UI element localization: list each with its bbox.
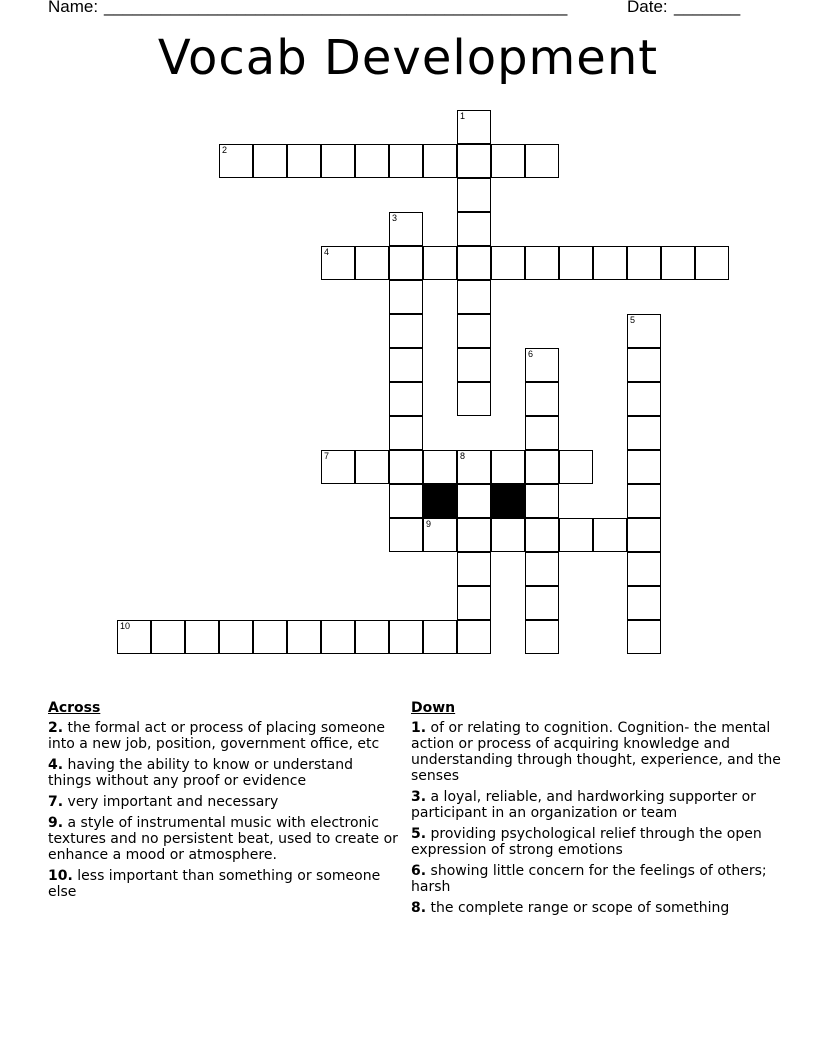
grid-cell[interactable] (559, 518, 593, 552)
grid-cell[interactable] (151, 620, 185, 654)
grid-cell[interactable] (321, 450, 355, 484)
grid-cell[interactable] (389, 212, 423, 246)
grid-cell[interactable] (423, 246, 457, 280)
clue-number: 10 (120, 621, 131, 631)
grid-cell[interactable] (627, 246, 661, 280)
grid-cell[interactable] (219, 620, 253, 654)
grid-cell[interactable] (423, 620, 457, 654)
grid-cell-blocked (423, 484, 457, 518)
grid-cell[interactable] (355, 450, 389, 484)
page-title: Vocab Development (157, 30, 659, 86)
grid-cell[interactable] (117, 620, 151, 654)
grid-cell[interactable] (389, 518, 423, 552)
grid-cell[interactable] (355, 620, 389, 654)
grid-cell[interactable] (627, 586, 661, 620)
grid-cell[interactable] (457, 552, 491, 586)
grid-cell[interactable] (389, 314, 423, 348)
grid-cell[interactable] (457, 280, 491, 314)
grid-cell[interactable] (627, 416, 661, 450)
grid-cell[interactable] (389, 382, 423, 416)
grid-cell[interactable] (219, 144, 253, 178)
grid-cell[interactable] (389, 620, 423, 654)
grid-cell[interactable] (627, 484, 661, 518)
clue-down-5: 5. providing psychological relief through the open expression of strong emotions (411, 826, 762, 858)
clue-down-3: 3. a loyal, reliable, and hardworking supporter or participant in an organization or team (411, 789, 756, 821)
grid-cell[interactable] (525, 552, 559, 586)
grid-cell[interactable] (627, 518, 661, 552)
grid-cell[interactable] (559, 246, 593, 280)
grid-cell[interactable] (525, 416, 559, 450)
grid-cell[interactable] (423, 518, 457, 552)
clue-number: 2 (222, 145, 228, 155)
down-heading: Down (411, 700, 456, 716)
grid-cell[interactable] (321, 620, 355, 654)
grid-cell[interactable] (627, 620, 661, 654)
date-label: Date: (627, 0, 668, 16)
grid-cell[interactable] (525, 484, 559, 518)
clue-number: 6 (528, 349, 534, 359)
clue-across-9: 9. a style of instrumental music with electronic textures and no persistent beat, used to create or enhance a mood or atmosphere. (48, 815, 398, 863)
clue-across-4: 4. having the ability to know or understand things without any proof or evidence (48, 757, 353, 789)
down-clues (411, 700, 781, 921)
name-field[interactable]: _________________________________________________ (104, 0, 568, 16)
clue-down-6: 6. showing little concern for the feelings of others; harsh (411, 863, 767, 895)
grid-cell[interactable] (661, 246, 695, 280)
grid-cell[interactable] (423, 450, 457, 484)
grid-cell[interactable] (525, 450, 559, 484)
grid-cell[interactable] (525, 620, 559, 654)
grid-cell[interactable] (627, 552, 661, 586)
grid-cell[interactable] (525, 144, 559, 178)
clue-number: 5 (630, 315, 636, 325)
grid-cell[interactable] (457, 518, 491, 552)
clue-across-7: 7. very important and necessary (48, 794, 279, 810)
grid-cell[interactable] (457, 484, 491, 518)
grid-cell[interactable] (457, 246, 491, 280)
across-clues (48, 700, 398, 905)
grid-cell[interactable] (389, 144, 423, 178)
grid-cell[interactable] (491, 450, 525, 484)
clue-number: 8 (460, 451, 466, 461)
grid-cell[interactable] (355, 144, 389, 178)
grid-cell[interactable] (287, 620, 321, 654)
grid-cell[interactable] (389, 450, 423, 484)
grid-cell-blocked (491, 484, 525, 518)
grid-cell[interactable] (389, 348, 423, 382)
grid-cell[interactable] (321, 144, 355, 178)
grid-cell[interactable] (355, 246, 389, 280)
grid-cell[interactable] (389, 280, 423, 314)
grid-cell[interactable] (559, 450, 593, 484)
grid-cell[interactable] (321, 246, 355, 280)
clue-number: 7 (324, 451, 330, 461)
grid-cell[interactable] (627, 348, 661, 382)
grid-cell[interactable] (695, 246, 729, 280)
grid-cell[interactable] (491, 144, 525, 178)
grid-cell[interactable] (457, 450, 491, 484)
grid-cell[interactable] (525, 382, 559, 416)
grid-cell[interactable] (457, 144, 491, 178)
grid-cell[interactable] (253, 144, 287, 178)
grid-cell[interactable] (389, 246, 423, 280)
across-heading: Across (48, 700, 101, 716)
name-label: Name: (48, 0, 99, 16)
grid-cell[interactable] (593, 518, 627, 552)
grid-cell[interactable] (627, 314, 661, 348)
grid-cell[interactable] (457, 620, 491, 654)
grid-cell[interactable] (457, 178, 491, 212)
grid-cell[interactable] (457, 314, 491, 348)
grid-cell[interactable] (287, 144, 321, 178)
grid-cell[interactable] (491, 246, 525, 280)
grid-cell[interactable] (185, 620, 219, 654)
clue-number: 4 (324, 247, 330, 257)
clue-down-8: 8. the complete range or scope of something (411, 900, 730, 916)
grid-cell[interactable] (525, 246, 559, 280)
grid-cell[interactable] (525, 586, 559, 620)
grid-cell[interactable] (389, 484, 423, 518)
grid-cell[interactable] (253, 620, 287, 654)
grid-cell[interactable] (627, 382, 661, 416)
clue-across-2: 2. the formal act or process of placing someone into a new job, position, government office, etc (48, 720, 386, 752)
grid-cell[interactable] (457, 348, 491, 382)
grid-cell[interactable] (423, 144, 457, 178)
grid-cell[interactable] (525, 348, 559, 382)
grid-cell[interactable] (389, 416, 423, 450)
grid-cell[interactable] (457, 382, 491, 416)
grid-cell[interactable] (525, 518, 559, 552)
clue-down-1: 1. of or relating to cognition. Cognition- the mental action or process of acquiring knowledge and understanding through thought, experience, and the senses (411, 720, 781, 784)
clue-number: 9 (426, 519, 432, 529)
grid-cell[interactable] (457, 110, 491, 144)
grid-cell[interactable] (457, 212, 491, 246)
date-field[interactable]: _______ (674, 0, 741, 16)
clue-across-10: 10. less important than something or someone else (48, 868, 381, 900)
grid-cell[interactable] (457, 586, 491, 620)
grid-cell[interactable] (491, 518, 525, 552)
clue-number: 1 (460, 111, 466, 121)
grid-cell[interactable] (627, 450, 661, 484)
clue-number: 3 (392, 213, 398, 223)
grid-cell[interactable] (593, 246, 627, 280)
